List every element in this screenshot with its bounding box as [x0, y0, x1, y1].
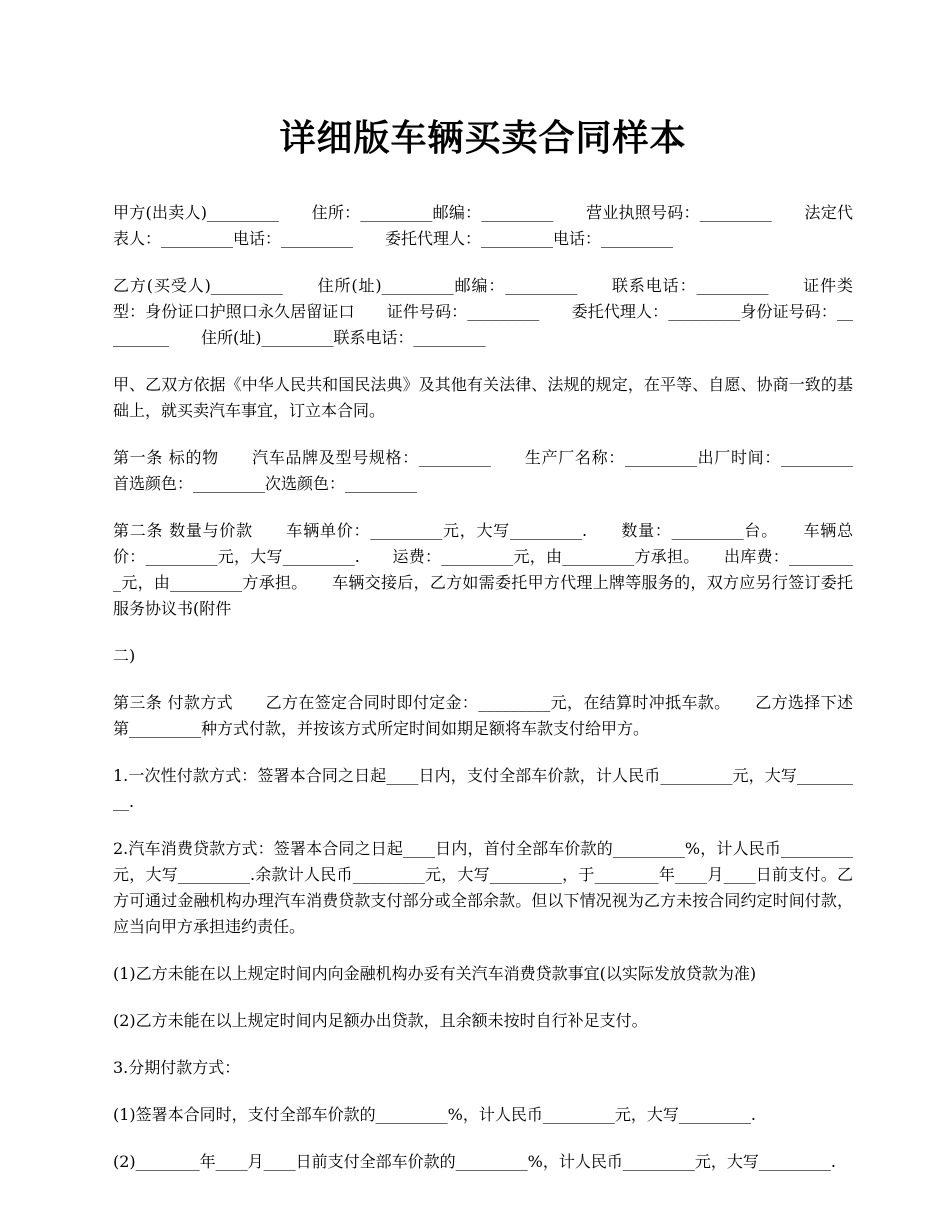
option-3-item-2: (2)________年____月____日前支付全部车价款的_________%，计人民币_________元，大写_________.: [113, 1152, 836, 1171]
payment-option-2: 2.汽车消费贷款方式：签署本合同之日起____日内，首付全部车价款的_________%，计人民币_________元，大写_________.余款计人民币_________元，大写_________，于________年____月____日前支付。乙方可通过金融机构办理汽车消费贷款支付部分或全部余款。但以下情况视为乙方未按合同约定时间付款，应当向甲方承担违约责任。: [113, 839, 853, 936]
option-3-item-1: (1)签署本合同时，支付全部车价款的_________%，计人民币_________元，大写_________.: [113, 1105, 756, 1124]
document-page: [113, 110, 886, 1196]
payment-option-1: 1.一次性付款方式：签署本合同之日起____日内，支付全部车价款，计人民币_________元，大写_________.: [113, 766, 853, 811]
document-title: 详细版车辆买卖合同样本: [279, 117, 687, 159]
option-2-condition-1: (1)乙方未能在以上规定时间内向金融机构办妥有关汽车消费贷款事宜(以实际发放贷款为准): [113, 964, 757, 983]
payment-option-3: 3.分期付款方式：: [113, 1058, 241, 1077]
preamble: 甲、乙双方依据《中华人民共和国民法典》及其他有关法律、法规的规定，在平等、自愿、协商一致的基础上，就买卖汽车事宜，订立本合同。: [113, 375, 853, 420]
article-1-subject: 第一条 标的物 汽车品牌及型号规格：_________ 生产厂名称：_________出厂时间：_________ 首选颜色：_________次选颜色：_________: [113, 448, 886, 493]
party-b-info: 乙方(买受人)_________ 住所(址)_________邮编：_________ 联系电话：_________ 证件类型：身份证口护照口永久居留证口 证件号码：_________ 委托代理人：_________身份证号码：_________ 住所(址)_________联系电话：_________: [113, 276, 853, 347]
party-a-info: 甲方(出卖人)_________ 住所：_________邮编：_________ 营业执照号码：_________ 法定代表人：_________电话：_________ 委托代理人：_________电话：_________: [113, 203, 853, 248]
article-2-quantity-price: 第二条 数量与价款 车辆单价：_________元，大写_________. 数量：_________台。 车辆总价：_________元，大写_________. 运费：_________元，由_________方承担。 出库费：_________元，由_________方承担。 车辆交接后，乙方如需委托甲方代理上牌等服务的，双方应另行签订委托服务协议书(附件: [113, 521, 853, 618]
article-3-payment: 第三条 付款方式 乙方在签定合同时即付定金：_________元，在结算时冲抵车款。 乙方选择下述第_________种方式付款，并按该方式所定时间如期足额将车款支付给甲方。: [113, 693, 853, 738]
option-2-condition-2: (2)乙方未能在以上规定时间内足额办出贷款，且余额未按时自行补足支付。: [113, 1011, 648, 1030]
article-2-continued: 二): [113, 646, 136, 665]
